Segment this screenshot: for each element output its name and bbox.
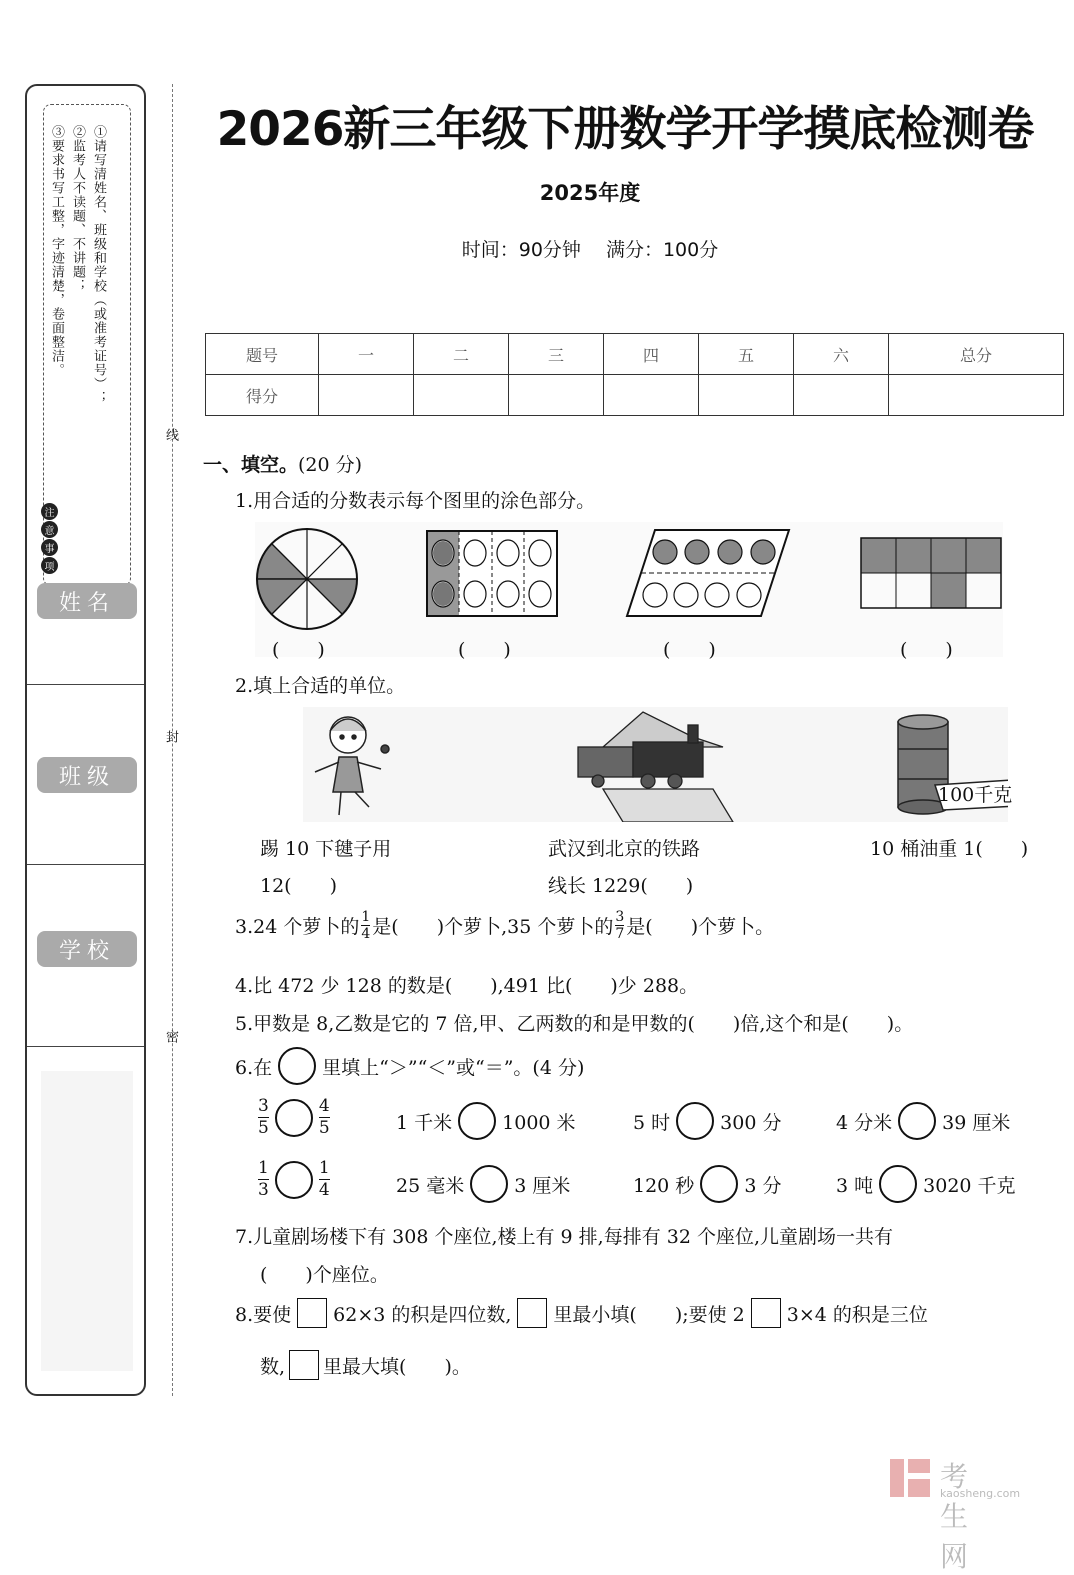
score-header-cell: 四 [604,334,699,375]
score-row-label: 得分 [206,375,319,416]
page-subtitle: 2025年度 [539,181,641,205]
digit-box[interactable] [289,1350,319,1380]
compare-circle[interactable] [898,1102,936,1140]
compare-item: 3 5 4 5 [258,1096,330,1138]
question-5: 5.甲数是 8,乙数是它的 7 倍,甲、乙两数的和是甲数的( )倍,这个和是( )。 [235,1013,914,1035]
question-8-cont: 数, 里最大填( )。 [260,1350,471,1380]
cut-mark-seal: 封 [163,730,178,743]
unit-illustrations [303,707,1008,822]
answer-blank[interactable]: ( ) [663,639,716,661]
answer-blank[interactable]: ( ) [458,639,511,661]
compare-item: 4 分米 39 厘米 [836,1102,1010,1140]
oil-weight-label: 100千克 [938,784,1013,806]
caption-oil[interactable]: 10 桶油重 1( ) [870,838,1029,860]
score-input-cell[interactable] [794,375,889,416]
score-input-cell[interactable] [699,375,794,416]
question-8: 8.要使 62×3 的积是四位数, 里最小填( );要使 2 3×4 的积是三位 [235,1298,928,1328]
caption-shuttlecock: 踢 10 下毽子用 [260,838,392,860]
question-2: 2.填上合适的单位。 [235,675,406,697]
notice-badge: 项 [41,557,58,574]
cut-mark-secret: 密 [163,1030,178,1043]
notice-badge: 意 [41,521,58,538]
compare-circle[interactable] [275,1161,313,1199]
score-header-cell: 五 [699,334,794,375]
score-header-cell: 六 [794,334,889,375]
compare-item: 5 时 300 分 [633,1102,781,1140]
notice-line-1: ①请写清姓名、班级和学校（或准考证号）； [91,125,106,405]
answer-blank[interactable]: ( ) [900,639,953,661]
notice-line-3: ③要求书写工整，字迹清楚，卷面整洁。 [49,125,64,377]
time-info: 时间：90分钟 满分：100分 [461,239,719,261]
name-field-label: 姓名 [37,583,137,619]
compare-item: 3 吨 3020 千克 [836,1165,1016,1203]
score-input-cell[interactable] [319,375,414,416]
compare-circle[interactable] [458,1102,496,1140]
notice-badge: 注 [41,503,58,520]
notice-badge: 事 [41,539,58,556]
score-input-cell[interactable] [414,375,509,416]
score-table-row [206,375,1064,416]
notice-box [43,104,131,586]
score-header-cell: 三 [509,334,604,375]
question-7: 7.儿童剧场楼下有 308 个座位,楼上有 9 排,每排有 32 个座位,儿童剧场一共有 [235,1226,894,1248]
digit-box[interactable] [297,1298,327,1328]
school-field-label: 学校 [37,931,137,967]
page-title: 2026新三年级下册数学开学摸底检测卷 [216,102,1034,157]
question-7-blank[interactable]: ( )个座位。 [260,1264,389,1286]
apple-figure [627,530,789,616]
compare-circle[interactable] [879,1165,917,1203]
question-3: 3.24 个萝卜的 $\frac{1}{4}$ 是( )个萝卜,35 个萝卜的 $\frac{3}{7}$ 是( )个萝卜。 [235,909,775,942]
class-field-label: 班级 [37,757,137,793]
caption-railway-blank[interactable]: 线长 1229( ) [548,875,694,897]
score-input-cell[interactable] [889,375,1064,416]
compare-circle[interactable] [676,1102,714,1140]
shaded-circle-figure [257,529,357,629]
watermark-name: 考生网 [940,1460,971,1573]
score-header-cell: 总分 [889,334,1064,375]
compare-item: 1 3 1 4 [258,1158,330,1200]
binding-sidebar [25,84,146,1396]
compare-circle[interactable] [275,1099,313,1137]
score-input-cell[interactable] [604,375,699,416]
answer-blank[interactable]: ( ) [272,639,325,661]
question-1: 1.用合适的分数表示每个图里的涂色部分。 [235,490,596,512]
compare-item: 1 千米 1000 米 [396,1102,576,1140]
cut-mark-line: 线 [163,428,178,441]
score-header-cell: 二 [414,334,509,375]
compare-circle[interactable] [470,1165,508,1203]
score-table-header-row [206,334,1064,375]
score-input-cell[interactable] [509,375,604,416]
fraction: $\frac{3}{7}$ [615,909,625,942]
digit-box[interactable] [751,1298,781,1328]
watermark-url: kaosheng.com [940,1487,1021,1500]
caption-railway: 武汉到北京的铁路 [548,838,701,860]
caption-shuttlecock-blank[interactable]: 12( ) [260,875,338,897]
question-4: 4.比 472 少 128 的数是( ),491 比( )少 288。 [235,975,699,997]
score-header-cell: 题号 [206,334,319,375]
fraction: $\frac{1}{4}$ [361,909,371,942]
compare-item: 25 毫米 3 厘米 [396,1165,570,1203]
score-header-cell: 一 [319,334,414,375]
notice-line-2: ②监考人不读题、不讲题； [70,125,85,293]
blank-area [41,1071,133,1371]
strawberry-figure [427,531,557,616]
compare-circle-sample [278,1047,316,1085]
compare-item: 120 秒 3 分 [633,1165,781,1203]
fraction-figures [255,522,1003,657]
question-6: 6.在 里填上“＞”“＜”或“＝”。(4 分) [235,1047,584,1085]
compare-circle[interactable] [700,1165,738,1203]
watermark-logo-icon [888,1455,932,1501]
digit-box[interactable] [517,1298,547,1328]
score-table [205,333,1064,416]
section-heading: 一、填空。(20 分) [203,454,363,476]
